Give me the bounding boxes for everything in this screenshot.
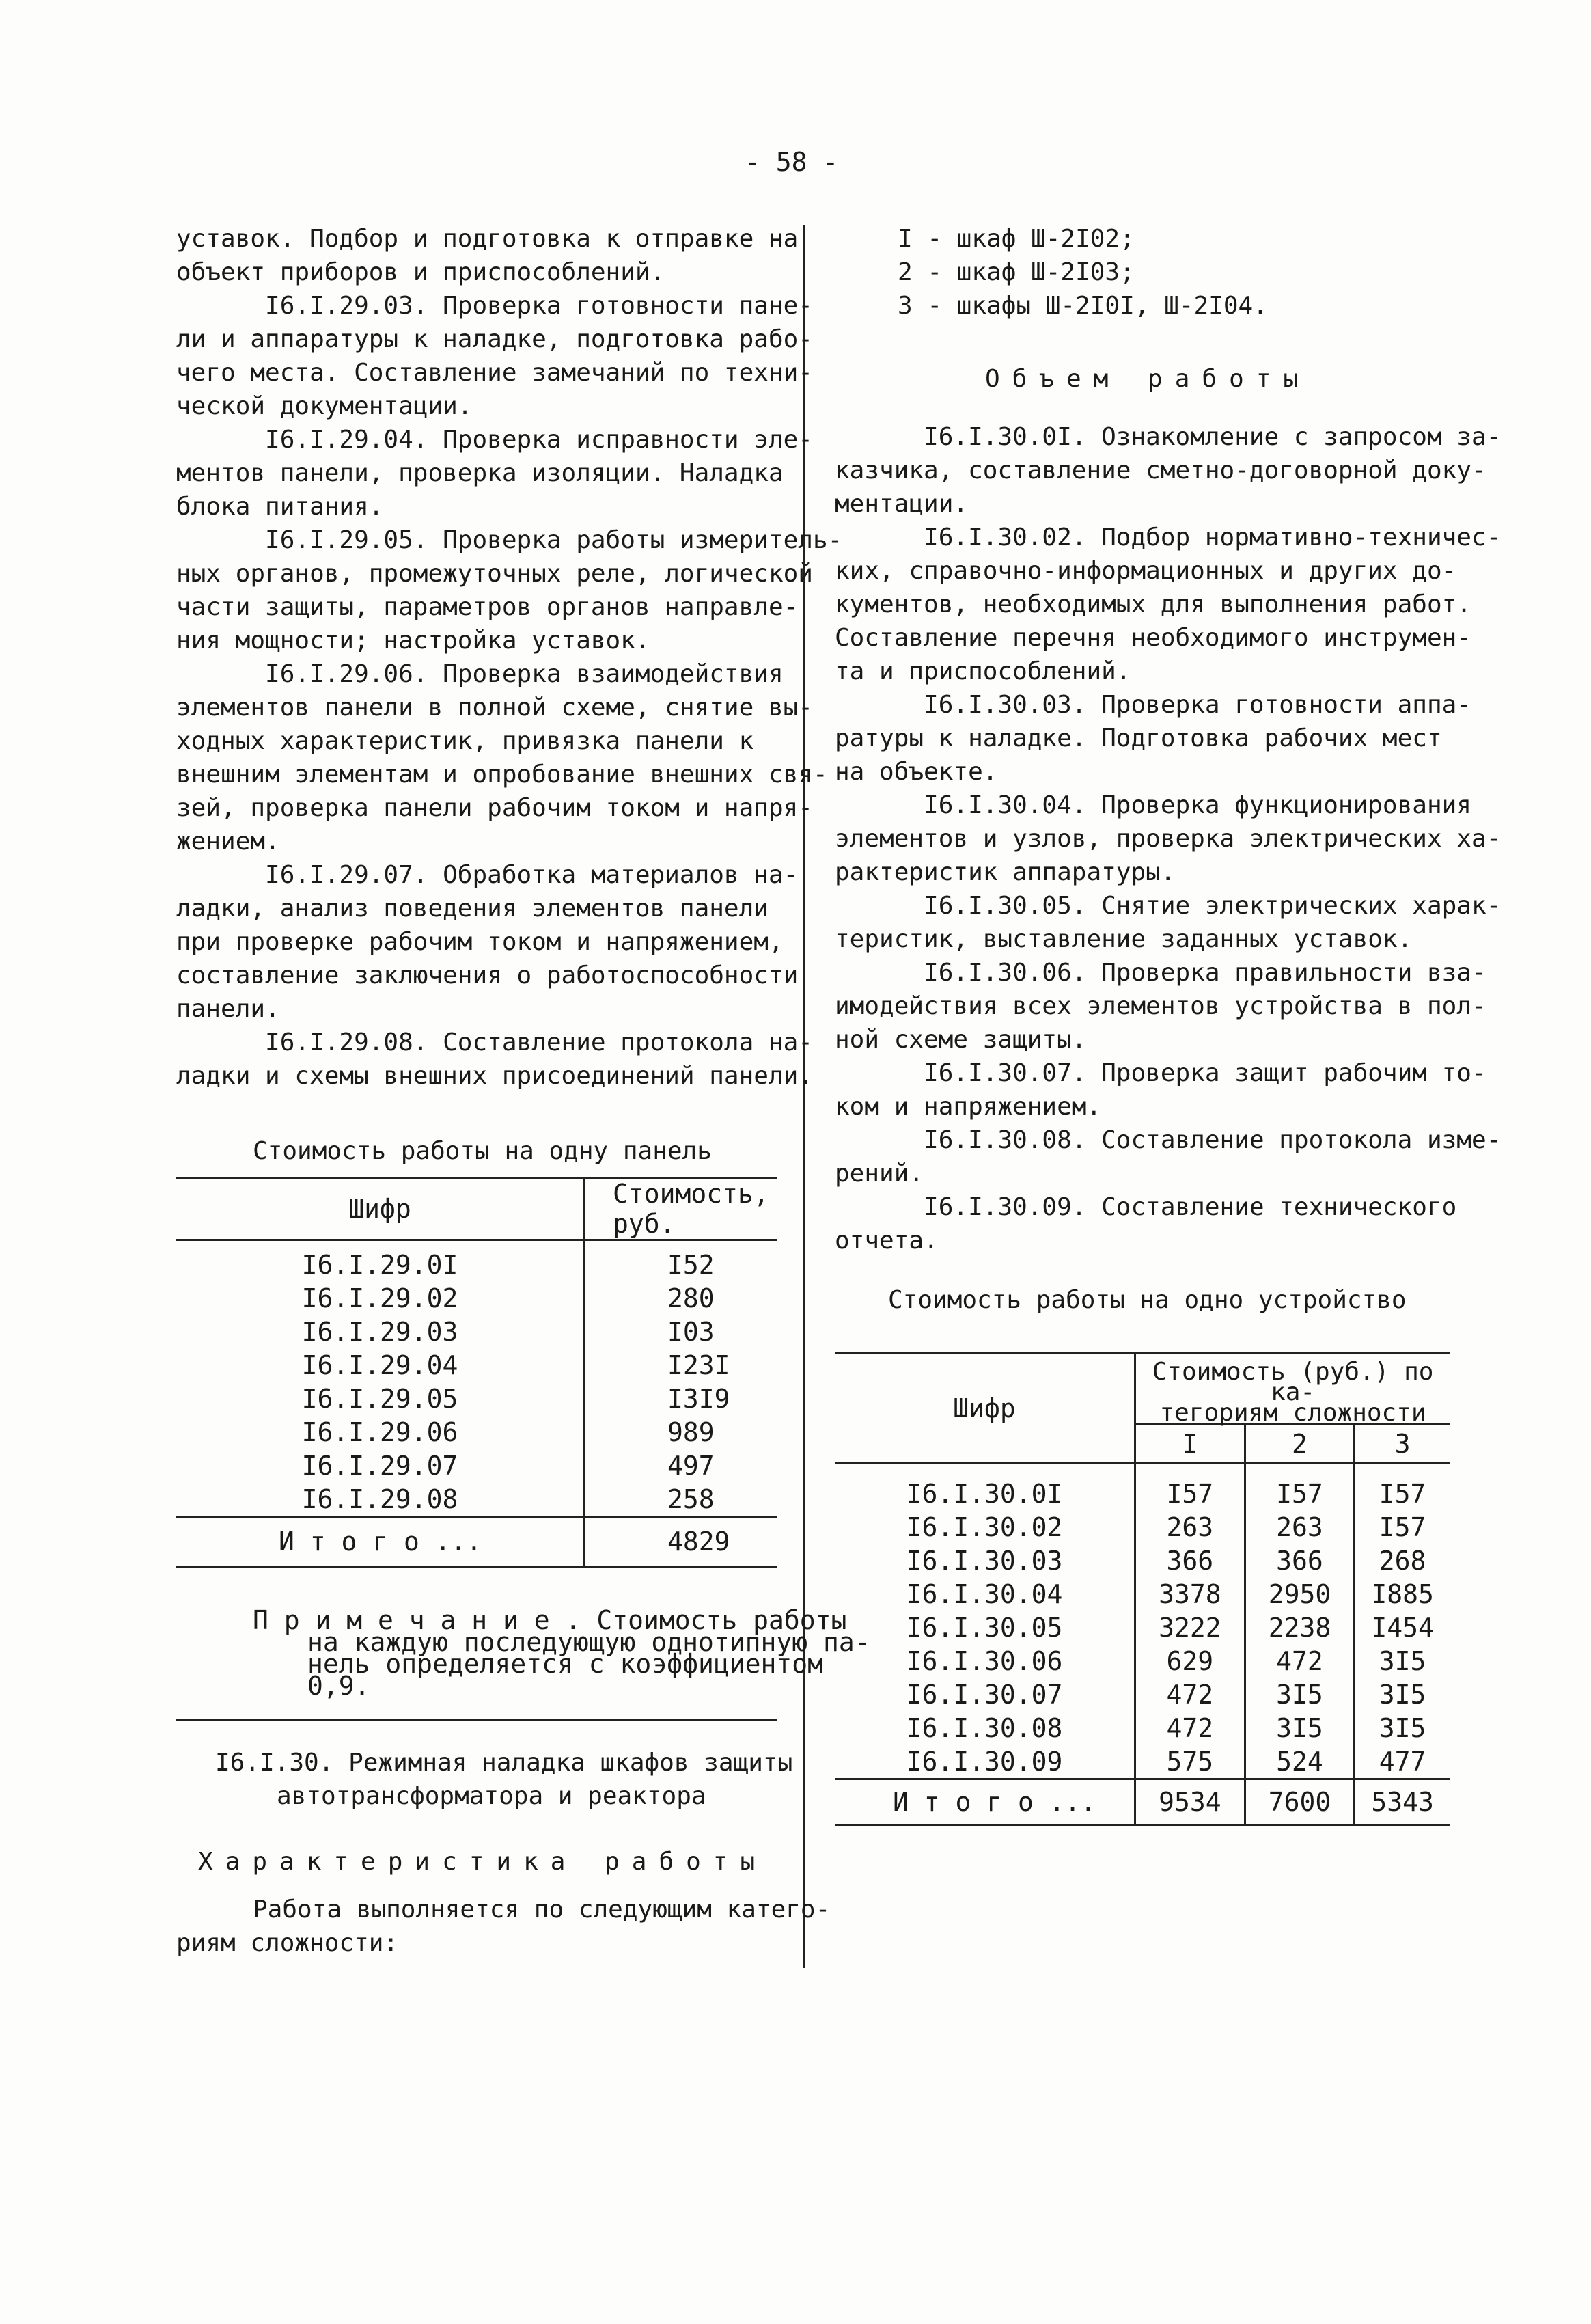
body-line: I6.I.29.06. Проверка взаимодействия (176, 660, 784, 688)
table2-subheader: 3 (1355, 1425, 1450, 1464)
table-cell-cost: I57 (1245, 1464, 1355, 1511)
table-row (176, 1240, 777, 1282)
device-cost-table (835, 1352, 1450, 1826)
body-line: при проверке рабочим током и напряжением, (176, 928, 784, 956)
body-line: I6.I.30.06. Проверка правильности вза- (835, 959, 1486, 987)
table-cell-code: I6.I.30.04 (835, 1577, 1135, 1611)
category-line: 2 - шкаф Ш-2I03; (898, 258, 1135, 286)
table-cell-code: I6.I.29.06 (176, 1415, 585, 1449)
body-line: I6.I.29.04. Проверка исправности эле- (176, 426, 813, 454)
body-line: ходных характеристик, привязка панели к (176, 727, 754, 755)
table-cell-code: I6.I.29.08 (176, 1482, 585, 1517)
table-cell-cost: I23I (667, 1350, 730, 1380)
body-line: элементов и узлов, проверка электрических ха- (835, 825, 1502, 853)
note (253, 1605, 870, 1701)
table-cell-code: I6.I.29.0I (176, 1240, 585, 1282)
body-line: имодействия всех элементов устройства в пол- (835, 992, 1486, 1020)
table-row (176, 1315, 777, 1348)
table2-subheader: I (1135, 1425, 1245, 1464)
table-cell-cost: 989 (667, 1417, 715, 1447)
table-cell-cost: 472 (1135, 1678, 1245, 1711)
table2-header-cost-line: Стоимость (руб.) по ка- (1152, 1358, 1434, 1406)
table-cell-cost: 497 (667, 1450, 715, 1481)
table-row (835, 1577, 1450, 1611)
section-title-line: автотрансформатора и реактора (277, 1782, 706, 1810)
body-line: части защиты, параметров органов направле- (176, 593, 799, 621)
body-line: ладки и схемы внешних присоединений панели. (176, 1062, 813, 1090)
section-title-line: I6.I.30. Режимная наладка шкафов защиты (215, 1749, 793, 1777)
page-number: - 58 - (745, 147, 839, 177)
table-cell-cost: 2238 (1245, 1611, 1355, 1644)
body-line: ментации. (835, 490, 969, 518)
table-cell-cost: I57 (1379, 1478, 1426, 1509)
table-cell-cost: 524 (1245, 1745, 1355, 1779)
body-line: ческой документации. (176, 392, 473, 420)
body-line: I6.I.30.09. Составление технического (835, 1193, 1457, 1221)
category-line: I - шкаф Ш-2I02; (898, 225, 1135, 253)
body-line: зей, проверка панели рабочим током и напря- (176, 794, 813, 822)
table-row (835, 1711, 1450, 1745)
table2-total-value: 5343 (1355, 1779, 1450, 1825)
body-line: Составление перечня необходимого инструмен- (835, 624, 1471, 652)
body-line: уставок. Подбор и подготовка к отправке на (176, 225, 799, 253)
table-row (176, 1449, 777, 1482)
note-line: П р и м е ч а н и е . Стоимость работы (253, 1605, 847, 1635)
body-line: ли и аппаратуры к наладке, подготовка рабо- (176, 325, 813, 353)
table-cell-cost: 258 (667, 1484, 715, 1514)
table-cell-cost: 472 (1245, 1644, 1355, 1678)
table-cell-code: I6.I.30.03 (835, 1544, 1135, 1577)
body-line: ных органов, промежуточных реле, логической (176, 560, 813, 588)
table-cell-cost: 366 (1245, 1544, 1355, 1577)
body-line: панели. (176, 995, 280, 1023)
body-line: рактеристик аппаратуры. (835, 858, 1176, 886)
table-cell-code: I6.I.30.07 (835, 1678, 1135, 1711)
table2-header-cost-line: тегориям сложности (1159, 1399, 1426, 1427)
body-line: Работа выполняется по следующим катего- (253, 1896, 831, 1924)
table2-total-value: 9534 (1135, 1779, 1245, 1825)
table-cell-cost: I52 (667, 1249, 715, 1280)
table-cell-cost: 3I5 (1379, 1679, 1426, 1710)
body-line: теристик, выставление заданных уставок. (835, 925, 1413, 953)
body-line: чего места. Составление замечаний по техни- (176, 359, 813, 387)
body-line: составление заключения о работоспособности (176, 961, 799, 989)
table2-total-label: И т о г о ... (835, 1779, 1135, 1825)
body-line: та и приспособлений. (835, 657, 1131, 685)
table-cell-cost: 629 (1135, 1644, 1245, 1678)
table-cell-code: I6.I.30.0I (835, 1464, 1135, 1511)
body-line: риям сложности: (176, 1929, 399, 1957)
table-cell-code: I6.I.30.09 (835, 1745, 1135, 1779)
body-line: блока питания. (176, 493, 384, 521)
panel-cost-table (176, 1177, 777, 1568)
table-row (835, 1464, 1450, 1511)
table2-total-value: 7600 (1245, 1779, 1355, 1825)
table-cell-cost: 3I5 (1379, 1712, 1426, 1743)
body-line: ратуры к наладке. Подготовка рабочих мест (835, 724, 1442, 752)
table-cell-cost: 263 (1245, 1510, 1355, 1544)
table-cell-cost: 263 (1135, 1510, 1245, 1544)
body-line: I6.I.30.03. Проверка готовности аппа- (835, 691, 1471, 719)
body-line: казчика, составление сметно-договорной доку- (835, 456, 1486, 484)
body-line: ком и напряжением. (835, 1093, 1102, 1121)
body-line: ких, справочно-информационных и других до- (835, 557, 1457, 585)
table-cell-cost: 3I5 (1245, 1678, 1355, 1711)
table-row (176, 1348, 777, 1382)
divider-line (176, 1719, 777, 1721)
body-line: объект приборов и приспособлений. (176, 258, 665, 286)
table2-header-code: Шифр (835, 1353, 1135, 1464)
table-cell-code: I6.I.30.02 (835, 1510, 1135, 1544)
body-line: I6.I.29.05. Проверка работы измеритель- (176, 526, 843, 554)
table1-caption: Стоимость работы на одну панель (253, 1137, 712, 1165)
body-line: I6.I.29.03. Проверка готовности пане- (176, 292, 813, 320)
category-line: 3 - шкафы Ш-2I0I, Ш-2I04. (898, 292, 1268, 320)
body-line: ладки, анализ поведения элементов панели (176, 894, 769, 922)
table-row (835, 1644, 1450, 1678)
body-line: ния мощности; настройка уставок. (176, 627, 650, 655)
body-line: ной схеме защиты. (835, 1026, 1087, 1054)
table-row (835, 1510, 1450, 1544)
table-cell-code: I6.I.29.05 (176, 1382, 585, 1415)
table-cell-cost: I57 (1379, 1512, 1426, 1542)
body-line: внешним элементам и опробование внешних свя- (176, 761, 828, 789)
table-cell-cost: 477 (1379, 1746, 1426, 1777)
table1-total-label: И т о г о ... (176, 1517, 585, 1567)
table-cell-cost: 3222 (1135, 1611, 1245, 1644)
table-cell-cost: 575 (1135, 1745, 1245, 1779)
table-cell-cost: I3I9 (667, 1383, 730, 1414)
body-line: I6.I.30.04. Проверка функционирования (835, 791, 1471, 819)
table-row (176, 1281, 777, 1315)
table-cell-cost: 472 (1135, 1711, 1245, 1745)
body-line: I6.I.30.08. Составление протокола изме- (835, 1126, 1502, 1154)
volume-heading: Объем работы (985, 365, 1311, 393)
table-cell-cost: 3378 (1135, 1577, 1245, 1611)
table-cell-cost: 280 (667, 1283, 715, 1313)
table-row (176, 1415, 777, 1449)
table-row (835, 1678, 1450, 1711)
table-row (835, 1611, 1450, 1644)
table2-subheader: 2 (1245, 1425, 1355, 1464)
body-line: ментов панели, проверка изоляции. Наладка (176, 459, 784, 487)
table-cell-code: I6.I.29.04 (176, 1348, 585, 1382)
table2-caption: Стоимость работы на одно устройство (888, 1286, 1407, 1314)
table-row (176, 1382, 777, 1415)
table-cell-cost: 366 (1135, 1544, 1245, 1577)
table-cell-cost: I454 (1371, 1612, 1434, 1643)
body-line: I6.I.30.0I. Ознакомление с запросом за- (835, 423, 1502, 451)
body-line: на объекте. (835, 758, 998, 786)
characteristics-heading: Характеристика работы (198, 1848, 768, 1876)
table-cell-cost: 268 (1379, 1545, 1426, 1576)
note-line: нель определяется с коэффициентом (307, 1649, 823, 1679)
body-line: I6.I.29.08. Составление протокола на- (176, 1028, 813, 1056)
table-cell-code: I6.I.29.02 (176, 1281, 585, 1315)
column-divider (803, 225, 805, 1968)
table-cell-cost: I57 (1135, 1464, 1245, 1511)
table-row (176, 1482, 777, 1517)
body-line: кументов, необходимых для выполнения работ. (835, 590, 1471, 618)
table-cell-cost: I885 (1371, 1578, 1434, 1609)
table1-total-value: 4829 (585, 1517, 778, 1567)
body-line: I6.I.29.07. Обработка материалов на- (176, 861, 799, 889)
body-line: I6.I.30.02. Подбор нормативно-техничес- (835, 523, 1502, 551)
table2-header-cost (1135, 1353, 1450, 1425)
table-row (835, 1745, 1450, 1779)
body-line: рений. (835, 1160, 924, 1188)
table-row (835, 1544, 1450, 1577)
table-cell-cost: 3I5 (1379, 1645, 1426, 1676)
table-cell-cost: I03 (667, 1316, 715, 1347)
table1-header-code: Шифр (176, 1178, 585, 1240)
table-cell-code: I6.I.30.08 (835, 1711, 1135, 1745)
table-cell-cost: 2950 (1245, 1577, 1355, 1611)
body-line: I6.I.30.05. Снятие электрических харак- (835, 892, 1502, 920)
table-cell-code: I6.I.30.06 (835, 1644, 1135, 1678)
table-cell-cost: 3I5 (1245, 1711, 1355, 1745)
table-cell-code: I6.I.29.07 (176, 1449, 585, 1482)
body-line: элементов панели в полной схеме, снятие вы- (176, 694, 813, 722)
table1-header-cost: Стоимость, руб. (585, 1178, 778, 1240)
body-line: жением. (176, 828, 280, 856)
body-line: I6.I.30.07. Проверка защит рабочим то- (835, 1059, 1486, 1087)
note-line: 0,9. (307, 1671, 370, 1701)
body-line: отчета. (835, 1227, 939, 1255)
note-line: на каждую последующую однотипную па- (307, 1627, 870, 1657)
table-cell-code: I6.I.30.05 (835, 1611, 1135, 1644)
table-cell-code: I6.I.29.03 (176, 1315, 585, 1348)
